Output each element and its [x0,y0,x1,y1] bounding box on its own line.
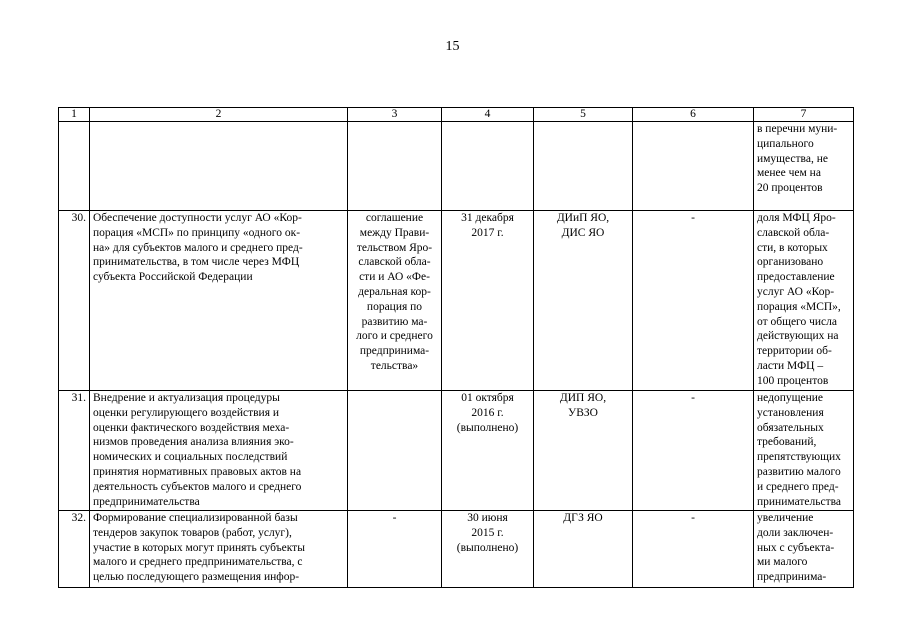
text-line: развитию ма- [361,315,428,328]
text-line: обязательных [757,421,824,434]
column-number: 7 [754,108,854,122]
text-line: предоставление [757,271,835,284]
result-cell [754,511,854,588]
measures-table [58,107,854,588]
text-line: услуг АО «Кор- [757,285,835,298]
funding-cell: - [633,211,754,391]
funding-cell: - [633,391,754,511]
text-line: предпринимательства [93,495,200,508]
text-line: УВЗО [568,406,598,419]
column-number: 3 [348,108,442,122]
result-cell [754,211,854,391]
text-line: предпринима- [359,345,430,358]
document-cell [348,211,442,391]
column-number: 6 [633,108,754,122]
text-line: номических и социальных последствий [93,451,288,464]
text-line: деятельность субъектов малого и среднего [93,480,302,493]
text-line: сти и АО «Фе- [359,271,430,284]
text-line: и среднего пред- [757,480,839,493]
text-line: менее чем на [757,167,821,180]
deadline-cell [442,391,534,511]
result-cell [754,122,854,211]
text-line: препятствующих [757,451,841,464]
document-cell [348,511,442,588]
text-line: оценки фактического воздействия меха- [93,421,290,434]
text-line: ДИС ЯО [561,226,605,239]
text-line: увеличение [757,512,814,524]
text-line: тельства» [370,359,419,372]
funding-cell: - [633,511,754,588]
text-line: - [392,512,397,524]
deadline-cell [442,511,534,588]
text-line: низмов проведения анализа влияния эко- [93,436,294,449]
text-line: 2015 г. [471,526,504,539]
measure-cell [90,391,348,511]
column-number: 1 [59,108,90,122]
text-line: 2016 г. [471,406,504,419]
text-line: Обеспечение доступности услуг АО «Кор- [93,212,302,224]
table-row [59,391,854,511]
text-line: ципального [757,137,814,150]
measure-cell [90,211,348,391]
text-line: установления [757,406,824,419]
text-line: недопущение [757,392,823,404]
text-line: 01 октября [461,392,514,404]
text-line: 31 декабря [461,212,514,224]
text-line: участие в которых могут принять субъекты [93,541,305,554]
executor-cell [534,511,633,588]
text-line: между Прави- [359,226,430,239]
text-line: организовано [757,256,824,269]
document-cell [348,391,442,511]
column-number-row [59,108,854,122]
row-number: 30. [59,211,90,391]
text-line: доли заключен- [757,526,834,539]
text-line: Формирование специализированной базы [93,512,298,524]
text-line: ласти МФЦ – [757,359,824,372]
text-line: малого и среднего предпринимательства, с [93,556,303,569]
text-line: принятия нормативных правовых актов на [93,465,302,478]
text-line: субъекта Российской Федерации [93,271,253,284]
deadline-cell [442,211,534,391]
row-number: 32. [59,511,90,588]
table-row [59,211,854,391]
text-line: ДГЗ ЯО [563,512,603,524]
row-number: 31. [59,391,90,511]
text-line: 20 процентов [757,182,823,195]
text-line: территории об- [757,345,832,358]
text-line: на» для субъектов малого и среднего пред- [93,241,303,254]
text-line: ми малого [757,556,808,569]
text-line: в перечни муни- [757,123,838,135]
text-line: 30 июня [467,512,508,524]
text-line: принимательства, в том числе через МФЦ [93,256,300,269]
text-line: тендеров закупок товаров (работ, услуг), [93,526,292,539]
text-line: целью последующего размещения инфор- [93,571,300,584]
column-number: 5 [534,108,633,122]
executor-cell [534,211,633,391]
text-line: сти, в которых [757,241,828,254]
column-number: 2 [90,108,348,122]
text-line: от общего числа [757,315,838,328]
text-line: тельством Яро- [356,241,433,254]
text-line: имущества, не [757,152,828,165]
text-line: доля МФЦ Яро- [757,212,836,224]
table-row [59,511,854,588]
text-line: оценки регулирующего воздействия и [93,406,280,419]
text-line: (выполнено) [456,541,519,554]
text-line: соглашение [365,212,424,224]
text-line: 100 процентов [757,374,829,387]
text-line: ных с субъекта- [757,541,835,554]
text-line: принимательства [757,495,841,508]
text-line: лого и среднего [356,330,433,343]
text-line: 2017 г. [471,226,504,239]
text-line: ДИиП ЯО, [556,212,610,224]
text-line: деральная кор- [358,285,431,298]
page-number: 15 [445,39,460,54]
text-line: действующих на [757,330,839,343]
text-line: славской обла- [757,226,830,239]
text-line: порация «МСП» по принципу «одного ок- [93,226,301,239]
measure-cell [90,511,348,588]
text-line: предпринима- [757,571,827,584]
text-line: Внедрение и актуализация процедуры [93,392,280,404]
text-line: славской обла- [358,256,431,269]
text-line: порация по [366,300,423,313]
continuation-row [59,122,854,211]
column-number: 4 [442,108,534,122]
text-line: ДИП ЯО, [559,392,607,404]
text-line: порация «МСП», [757,300,841,313]
result-cell [754,391,854,511]
text-line: требований, [757,436,817,449]
executor-cell [534,391,633,511]
text-line: развитию малого [757,465,841,478]
text-line: (выполнено) [456,421,519,434]
